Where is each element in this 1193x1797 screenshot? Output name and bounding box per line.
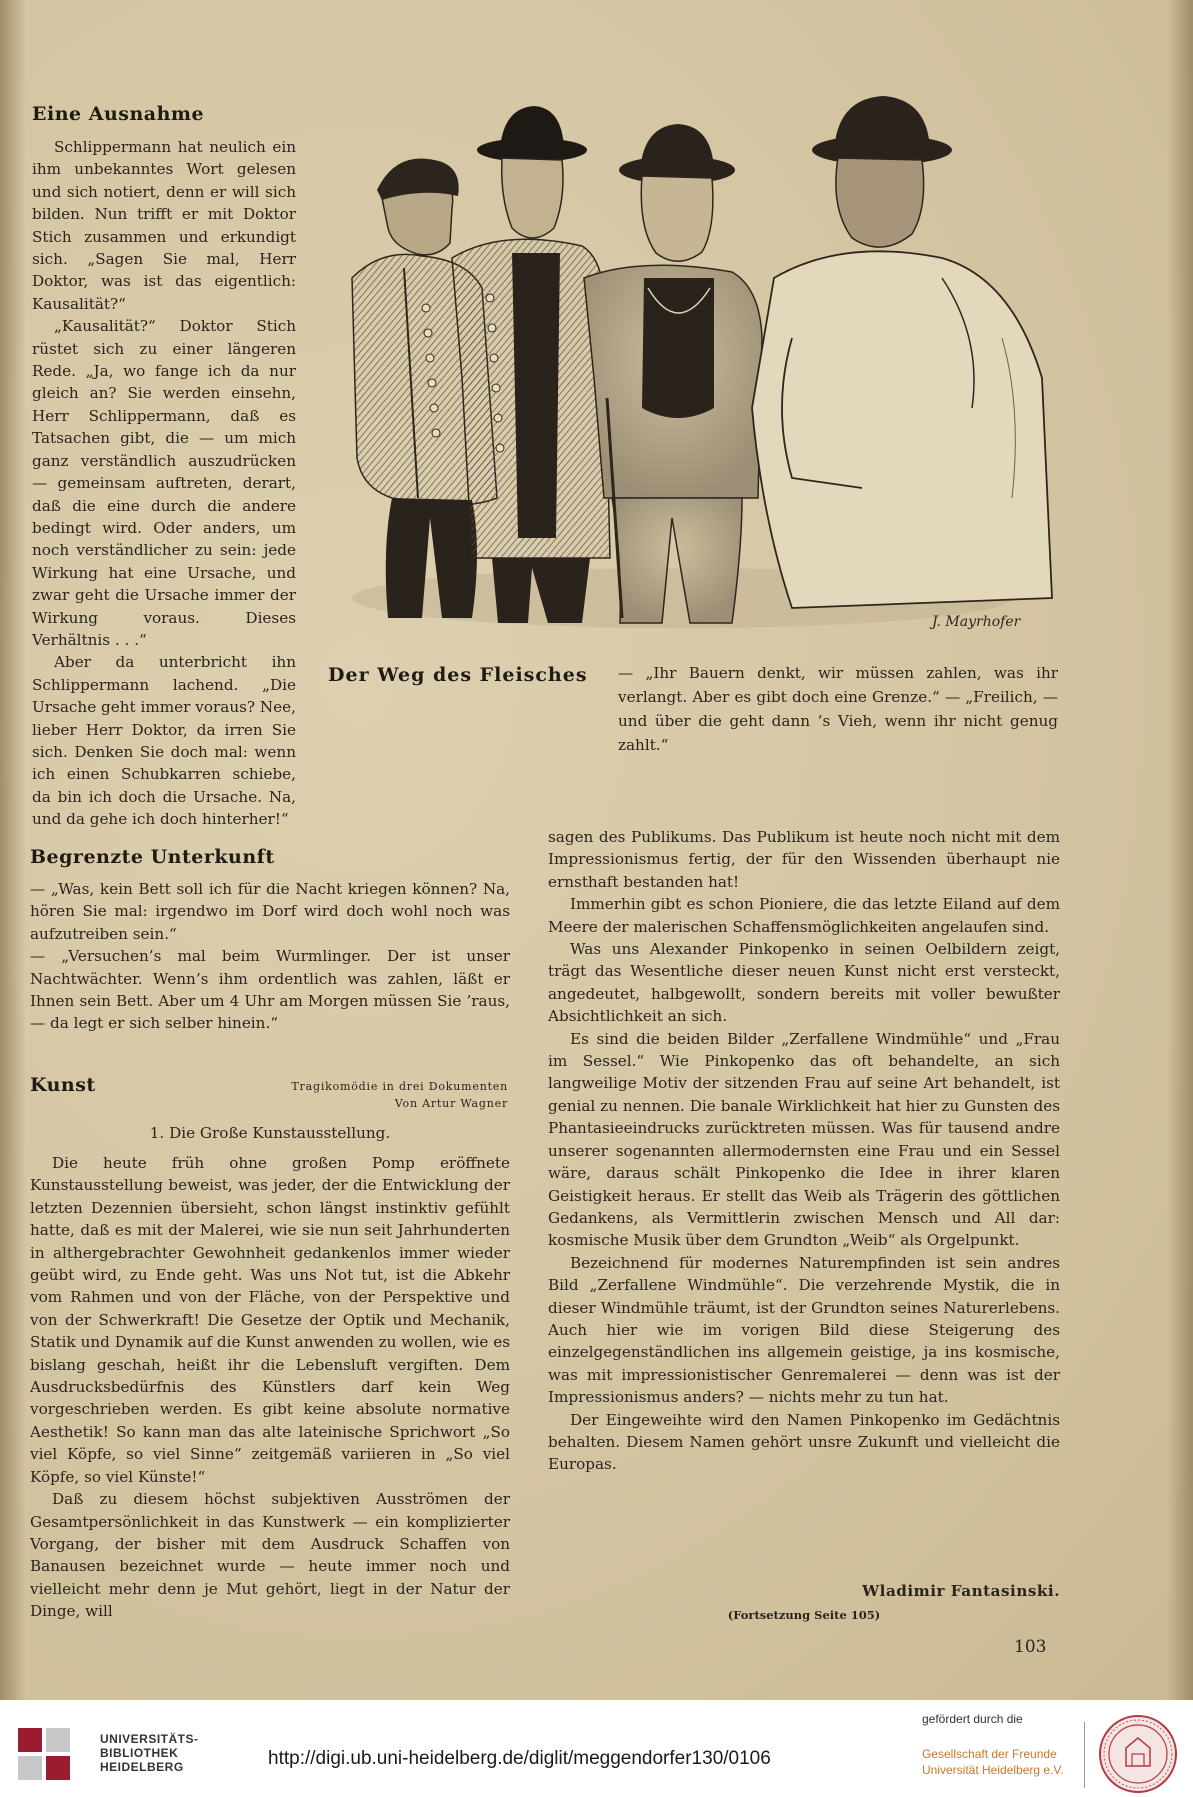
kunst-article-author: Wladimir Fantasinski. bbox=[862, 1582, 1060, 1600]
ausnahme-paragraph: Aber da unterbricht ihn Schlippermann lachend. „Die Ursache geht immer voraus? Nee, lieber Herr Doktor, da irren Sie sich. Denken Sie doch mal: wenn ich einen Schubkarren schiebe, da bin ich doch die Ursache. Na, und da gehe ich doch hinterher!“ bbox=[32, 653, 296, 829]
kunst-paragraph: Immerhin gibt es schon Pioniere, die das letzte Eiland auf dem Meere der malerischen Schaffensmöglichkeiten angelaufen sind. bbox=[548, 895, 1060, 936]
kunst-author: Von Artur Wagner bbox=[394, 1097, 508, 1110]
footer-divider bbox=[1084, 1722, 1085, 1788]
farmer-figure-4 bbox=[752, 96, 1052, 608]
farmer-figure-2 bbox=[452, 106, 610, 623]
ausnahme-text bbox=[32, 136, 296, 831]
kunst-subtitle bbox=[258, 1078, 508, 1112]
library-name-line: BIBLIOTHEK bbox=[100, 1746, 179, 1760]
ausnahme-title: Eine Ausnahme bbox=[32, 103, 205, 125]
page-shadow-left bbox=[0, 0, 26, 1700]
unterkunft-title: Begrenzte Unterkunft bbox=[30, 846, 275, 868]
farmer-figure-3 bbox=[584, 124, 762, 623]
kunst-paragraph: Die heute früh ohne großen Pomp eröffnete Kunstausstellung beweist, was jeder, der die Entwicklung der letzten Dezennien übersieht, schon längst instinktiv gefühlt hatte, daß es mit der Malerei, wie sie nun seit Jahrhunderten in althergebrachter Gewohnheit gedankenlos immer wieder geübt wird, zu Ende geht. Was uns Not tut, ist die Abkehr vom Rahmen und von der Fläche, von der Perspektive und von der Schwerkraft! Die Gesetze der Optik und Mechanik, Statik und Dynamik auf die Kunst anwenden zu wollen, wie es bislang geschah, heißt ihr die Lebensluft vergiften. Dem Ausdrucksbedürfnis des Künstlers darf kein Weg vorgeschrieben werden. Es gibt keine absolute normative Aesthetik! So kann man das alte lateinische Sprichwort „So viel Köpfe, so viel Sinne“ zeitgemäß variieren in „So viel Köpfe, so viel Künste!“ bbox=[30, 1154, 510, 1486]
unterkunft-paragraph: — „Versuchen’s mal beim Wurmlinger. Der ist unser Nachtwächter. Wenn’s ihm ordentlich was zahlen, läßt er Ihnen sein Bett. Aber um 4 Uhr am Morgen müssen Sie ’raus, — da legt er sich selber hinein.“ bbox=[30, 947, 510, 1033]
unterkunft-paragraph: — „Was, kein Bett soll ich für die Nacht kriegen können? Na, hören Sie mal: irgendwo im Dorf wird doch wohl noch was aufzutreiben sein.“ bbox=[30, 880, 510, 943]
kunst-section-title: 1. Die Große Kunstausstellung. bbox=[149, 1124, 391, 1142]
ausnahme-paragraph: „Kausalität?“ Doktor Stich rüstet sich zu einer längeren Rede. „Ja, wo fange ich da nur gleich an? Sie werden einsehn, Herr Schlippermann, daß es Tatsachen gibt, die — um mich ganz verständlich auszudrücken — gemeinsam auftreten, derart, daß die eine durch die andere bedingt wird. Oder anders, um noch verständlicher zu sein: jede Wirkung hat eine Ursache, und zwar geht die Ursache immer der Wirkung voraus. Dieses Verhältnis . . .“ bbox=[32, 317, 296, 649]
artist-signature: J. Mayrhofer bbox=[932, 614, 1021, 630]
library-name-line: UNIVERSITÄTS- bbox=[100, 1732, 199, 1746]
kunst-paragraph: Was uns Alexander Pinkopenko in seinen Oelbildern zeigt, trägt das Wesentliche dieser neuen Kunst nicht erst versteckt, angedeutet, halbgewollt, sondern bereits mit voller bewußter Absichtlichkeit an sich. bbox=[548, 940, 1060, 1026]
digital-library-url[interactable]: http://digi.ub.uni-heidelberg.de/diglit/meggendorfer130/0106 bbox=[268, 1748, 771, 1769]
kunst-left-column bbox=[30, 1152, 510, 1623]
unterkunft-text bbox=[30, 878, 510, 1035]
kunst-paragraph: Es sind die beiden Bilder „Zerfallene Windmühle“ und „Frau im Sessel.“ Wie Pinkopenko das oft behandelte, an sich langweilige Motiv der sitzenden Frau auf seine Art behandelt, ist genial zu nennen. Die banale Wirklichkeit hat hier zu Gunsten des Phantasieeindrucks zurücktreten müssen. Was für tausend andre unserer sogenannten allermodernsten eine Frau und ein Sessel wäre, daraus schält Pinkopenko die Idee in ihrer klaren Geistigkeit heraus. Er stellt das Weib als Trägerin des göttlichen Gedankens, als Vermittlerin zwischen Mensch und All dar: kosmische Musik über dem Grundton „Weib“ als Orgelpunkt. bbox=[548, 1029, 1060, 1250]
funded-by-label: gefördert durch die bbox=[922, 1712, 1023, 1726]
university-library-logo-icon bbox=[16, 1722, 80, 1784]
continuation-note: (Fortsetzung Seite 105) bbox=[727, 1608, 881, 1622]
footer-bar bbox=[0, 1700, 1193, 1797]
society-name-line: Gesellschaft der Freunde bbox=[922, 1747, 1057, 1761]
kunst-genre: Tragikomödie in drei Dokumenten bbox=[291, 1080, 508, 1093]
society-name-line: Universität Heidelberg e.V. bbox=[922, 1763, 1064, 1777]
society-name bbox=[922, 1746, 1064, 1778]
kunst-paragraph: sagen des Publikums. Das Publikum ist heute noch nicht mit dem Impressionismus fertig, der für den Wissenden überhaupt nie ernsthaft bestanden hat! bbox=[548, 828, 1060, 891]
kunst-title: Kunst bbox=[30, 1074, 96, 1096]
kunst-paragraph: Daß zu diesem höchst subjektiven Ausströmen der Gesamtpersönlichkeit in das Kunstwerk — ein komplizierter Vorgang, der bisher mit dem Ausdruck Schaffen von Banausen bezeichnet wurde — heute immer noch und vielleicht mehr denn je Mut gehört, liegt in der Natur der Dinge, will bbox=[30, 1490, 510, 1621]
university-seal-icon bbox=[1098, 1714, 1178, 1794]
kunst-right-column bbox=[548, 826, 1060, 1476]
illustration-title: Der Weg des Fleisches bbox=[328, 664, 588, 686]
illustration-four-farmers bbox=[322, 78, 1064, 638]
university-library-name bbox=[100, 1732, 199, 1774]
illustration-caption: — „Ihr Bauern denkt, wir müssen zahlen, was ihr verlangt. Aber es gibt doch eine Grenze.“ — „Freilich, — und über die geht dann ’s Vieh, wenn ihr nicht genug zahlt.“ bbox=[618, 664, 1058, 754]
page-number: 103 bbox=[1014, 1637, 1047, 1657]
ausnahme-paragraph: Schlippermann hat neulich ein ihm unbekanntes Wort gelesen und sich notiert, denn er will sich bilden. Nun trifft er mit Doktor Stich zusammen und erkundigt sich. „Sagen Sie mal, Herr Doktor, was ist das eigentlich: Kausalität?“ bbox=[32, 138, 296, 313]
library-name-line: HEIDELBERG bbox=[100, 1760, 184, 1774]
kunst-paragraph: Der Eingeweihte wird den Namen Pinkopenko im Gedächtnis behalten. Diesem Namen gehört unsre Zukunft und vielleicht die Europas. bbox=[548, 1410, 1060, 1474]
page-shadow-right bbox=[1167, 0, 1193, 1700]
kunst-paragraph: Bezeichnend für modernes Naturempfinden ist sein andres Bild „Zerfallene Windmühle“. Die verzehrende Mystik, die in dieser Windmühle träumt, ist der Grundton seines Naturerlebens. Auch hier wie im vorigen Bild diese Steigerung des einzelgegenständlichen ins allgemein geistige, ja ins kosmische, was mit impressionistischer Genremalerei — denn was ist der Impressionismus anders? — nichts mehr zu tun hat. bbox=[548, 1253, 1060, 1407]
